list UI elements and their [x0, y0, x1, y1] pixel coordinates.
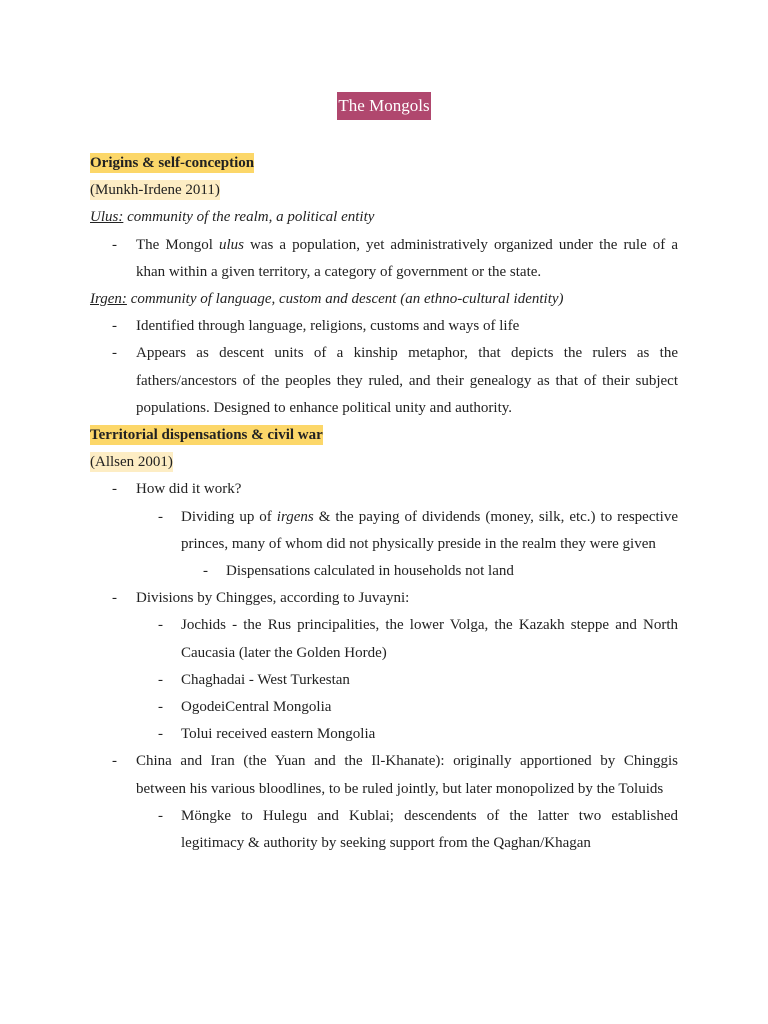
- text-span: OgodeiCentral Mongolia: [181, 699, 332, 716]
- text-span: Jochids - the Rus principalities, the lower Volga, the Kazakh steppe and North Caucasia (later the Golden Horde): [181, 617, 678, 661]
- bullet-dash: -: [112, 590, 117, 607]
- bullet-dash: -: [158, 617, 163, 634]
- list-item: [90, 721, 678, 748]
- list-item: [90, 340, 678, 422]
- title-wrap: [90, 92, 678, 122]
- bullet-dash: -: [158, 508, 163, 525]
- document-page: [90, 92, 678, 857]
- bullet-dash: -: [112, 753, 117, 770]
- bullet-dash: -: [158, 807, 163, 824]
- list-item: [90, 558, 678, 585]
- text-span: Chaghadai - West Turkestan: [181, 671, 350, 688]
- text-span: & the paying of dividends (money, silk, etc.) to respective princes, many of whom did not physically preside in the realm they were given: [181, 508, 678, 552]
- text-span: Dispensations calculated in households not land: [226, 563, 514, 580]
- text-span-italic: ulus: [218, 236, 244, 253]
- bullet-dash: -: [112, 236, 117, 253]
- list-item: [90, 504, 678, 558]
- section-heading-origins: [90, 150, 678, 177]
- text-span: Möngke to Hulegu and Kublai; descendents of the latter two established legitimacy & authority by seeking support from the Qaghan/Khagan: [181, 807, 678, 852]
- text-span: How did it work?: [136, 481, 242, 498]
- irgen-definition: [90, 286, 678, 313]
- ulus-term: Ulus:: [90, 209, 124, 226]
- list-item: [90, 476, 678, 503]
- list-item: [90, 612, 678, 666]
- list-item: [90, 694, 678, 721]
- bullet-dash: -: [158, 726, 163, 743]
- list-item: [90, 667, 678, 694]
- list-item: [90, 232, 678, 286]
- bullet-dash: -: [112, 318, 117, 335]
- bullet-dash: -: [112, 481, 117, 498]
- list-item: [90, 748, 678, 802]
- irgen-term: Irgen:: [90, 291, 127, 308]
- text-span: Tolui received eastern Mongolia: [181, 726, 376, 743]
- heading-highlight: Origins & self-conception: [90, 155, 255, 171]
- text-span: Divisions by Chingges, according to Juvayni:: [136, 590, 410, 607]
- irgen-definition-text: community of language, custom and descent (an ethno-cultural identity): [126, 291, 564, 308]
- ulus-definition: [90, 204, 678, 231]
- text-span: China and Iran (the Yuan and the Il-Khanate): originally apportioned by Chinggis between his various bloodlines, to be ruled jointly, but later monopolized by the Toluids: [136, 753, 678, 797]
- text-span: was a population, yet administratively organized under the rule of a khan within a given territory, a category of government or the state.: [136, 236, 679, 280]
- text-span: Dividing up of: [181, 508, 277, 525]
- bullet-dash: -: [112, 345, 117, 362]
- section-heading-territorial: [90, 422, 678, 449]
- text-span: The Mongol: [136, 236, 219, 253]
- text-span: Identified through language, religions, customs and ways of life: [136, 318, 520, 335]
- citation-territorial: [90, 449, 678, 476]
- list-item: [90, 585, 678, 612]
- list-item: [90, 803, 678, 857]
- bullet-dash: -: [203, 563, 208, 580]
- list-item: [90, 313, 678, 340]
- heading-highlight: Territorial dispensations & civil war: [90, 427, 323, 444]
- ulus-definition-text: community of the realm, a political entity: [123, 209, 375, 226]
- bullet-dash: -: [158, 671, 163, 688]
- bullet-dash: -: [158, 699, 163, 716]
- citation-origins: [90, 177, 678, 204]
- citation-highlight: (Allsen 2001): [90, 454, 173, 471]
- text-span-italic: irgens: [276, 508, 314, 525]
- text-span: Appears as descent units of a kinship metaphor, that depicts the rulers as the fathers/ancestors of the peoples they ruled, and their genealogy as that of their subject populations. Designed to enhance political unity and authority.: [136, 345, 678, 416]
- citation-highlight: (Munkh-Irdene 2011): [90, 182, 220, 199]
- document-title: The Mongols: [337, 92, 430, 120]
